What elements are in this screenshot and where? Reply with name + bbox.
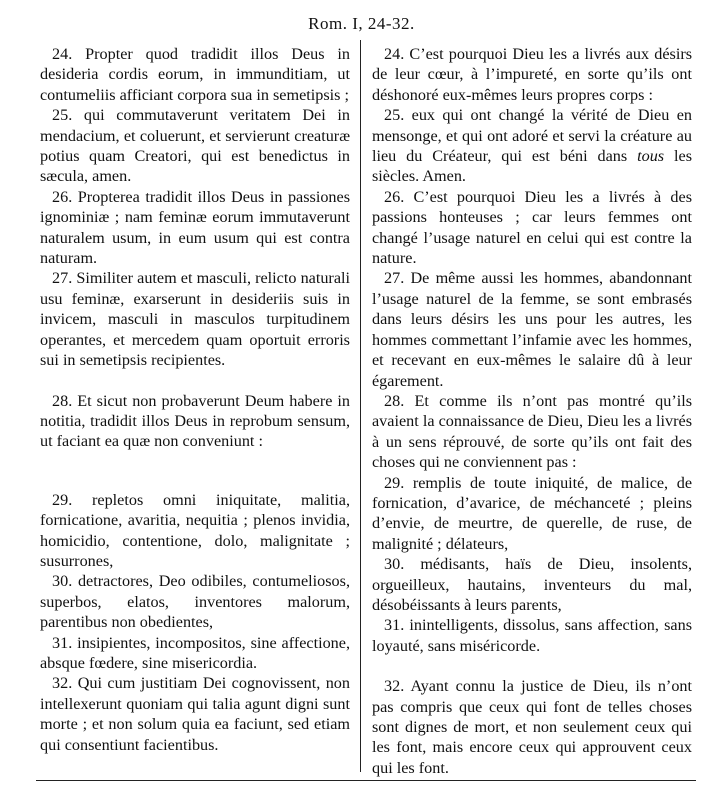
verse-number: 31. [52, 633, 73, 652]
verse-text: médisants, haïs de Dieu, insolents, orgueilleux, hautains, inventeurs du mal, désobéissants à leurs parents, [372, 555, 693, 614]
verse-text: Propter quod tradidit illos Deus in desideria cordis eorum, in immunditiam, ut contumeliis afficiant corpora sua in semetipsis ; [40, 45, 350, 104]
verse-text-end: les siècles. Amen. [372, 147, 692, 186]
verse-text: Qui cum justitiam Dei cognovissent, non intellexerunt quoniam qui talia agunt digni sunt morte ; et non solum quia ea faciunt, sed etiam qui consentiunt facientibus. [40, 674, 350, 754]
verse-text: Et comme ils n’ont pas montré qu’ils avaient la connaissance de Dieu, Dieu les a livrés à un sens réprouvé, de sorte qu’ils ont fait des choses qui ne conviennent pas : [372, 391, 692, 472]
latin-verse-25 [40, 105, 350, 187]
verse-number: 28. [52, 391, 73, 410]
verse-number: 32. [384, 677, 405, 696]
verse-italic-word: tous [637, 147, 665, 166]
latin-verse-26 [40, 187, 350, 269]
verse-number: 25. [52, 106, 73, 125]
french-verse-24 [372, 44, 692, 105]
verse-number: 29. [384, 473, 405, 492]
verse-text: inintelligents, dissolus, sans affection, sans loyauté, sans miséricorde. [372, 616, 692, 655]
verse-number: 30. [52, 572, 73, 591]
verse-number: 28. [384, 391, 405, 410]
verse-number: 24. [52, 45, 73, 63]
french-verse-31 [372, 615, 692, 656]
column-divider [360, 40, 361, 772]
french-verse-32 [372, 676, 692, 778]
bottom-rule [36, 780, 696, 781]
verse-number: 26. [52, 187, 73, 206]
latin-column [40, 44, 350, 755]
french-verse-30 [372, 554, 692, 615]
running-head: Rom. I, 24-32. [308, 14, 415, 33]
verse-text: eux qui ont changé la vérité de Dieu en mensonge, et qui ont adoré et servi la créature au lieu du Créateur, qui est béni dans [372, 106, 692, 166]
verse-text: C’est pourquoi Dieu les a livrés à des passions honteuses ; car leurs femmes ont changé l’usage naturel en celui qui est contre la nature. [372, 187, 693, 268]
verse-text: Et sicut non probaverunt Deum habere in notitia, tradidit illos Deus in reprobum sensum, ut faciant ea quæ non conveniunt : [40, 391, 351, 451]
latin-verse-32 [40, 673, 350, 755]
verse-number: 25. [384, 106, 405, 125]
latin-verse-24 [40, 44, 350, 105]
french-verse-29 [372, 473, 692, 555]
french-verse-28 [372, 391, 692, 473]
latin-verse-30 [40, 571, 350, 632]
french-verse-25 [372, 105, 692, 187]
verse-number: 24. [384, 45, 405, 63]
latin-verse-28 [40, 391, 350, 452]
verse-text: qui commutaverunt veritatem Dei in mendacium, et coluerunt, et servierunt creaturæ potius quam Creatori, qui est benedictus in sæcula, amen. [40, 106, 350, 186]
verse-number: 27. [52, 269, 73, 288]
latin-verse-27 [40, 268, 350, 370]
verse-number: 26. [384, 187, 405, 206]
verse-text: Ayant connu la justice de Dieu, ils n’ont pas compris que ceux qui font de telles choses sont dignes de mort, et non seulement ceux qui les font, mais encore ceux qui approuvent ceux qui les font. [372, 677, 693, 777]
verse-number: 29. [52, 490, 73, 509]
verse-text: remplis de toute iniquité, de malice, de fornication, d’avarice, de méchanceté ; pleins d’envie, de meurtre, de querelle, de ruse, de malignité ; délateurs, [372, 473, 693, 553]
verse-number: 31. [384, 616, 405, 635]
verse-text: De même aussi les hommes, abandonnant l’usage naturel de la femme, se sont embrasés dans leurs désirs les uns pour les autres, les hommes commettant l’infamie avec les hommes, et recevant en eux-mêmes le salaire dû à leur égarement. [372, 269, 692, 390]
verse-number: 32. [52, 674, 73, 693]
verse-text: insipientes, incompositos, sine affectione, absque fœdere, sine misericordia. [40, 633, 350, 672]
french-verse-26 [372, 187, 692, 269]
verse-number: 27. [384, 269, 405, 288]
verse-text: C’est pourquoi Dieu les a livrés aux désirs de leur cœur, à l’impureté, en sorte qu’ils ont déshonoré eux-mêmes leurs propres corps : [372, 45, 693, 104]
french-verse-27 [372, 268, 692, 390]
verse-text: detractores, Deo odibiles, contumeliosos, superbos, elatos, inventores malorum, parentibus non obedientes, [40, 572, 350, 632]
verse-text: Propterea tradidit illos Deus in passiones ignominiæ ; nam feminæ eorum immutaverunt naturalem usum, in eum usum qui est contra naturam. [40, 187, 350, 268]
verse-text: repletos omni iniquitate, malitia, fornicatione, avaritia, nequitia ; plenos invidia, homicidio, contentione, dolo, malignitate ; susurrones, [40, 490, 350, 570]
verse-number: 30. [384, 555, 405, 574]
latin-verse-31 [40, 633, 350, 674]
verse-text: Similiter autem et masculi, relicto naturali usu feminæ, exarserunt in desideriis suis in invicem, masculi in masculos turpitudinem operantes, et mercedem quam oportuit erroris sui in semetipsis recipientes. [40, 269, 351, 370]
french-column [372, 44, 692, 778]
latin-verse-29 [40, 490, 350, 572]
